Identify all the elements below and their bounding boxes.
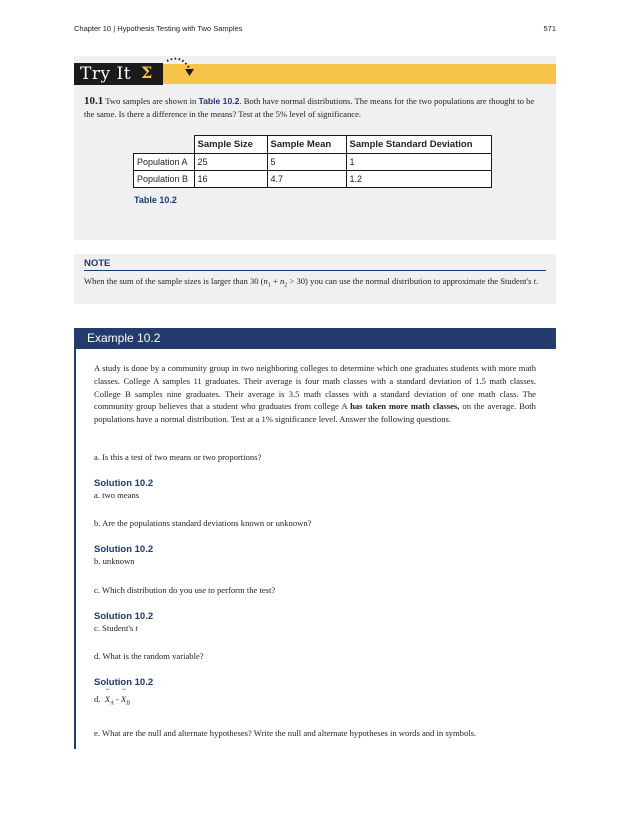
example-paragraph: A study is done by a community group in two neighboring colleges to determine which one graduates students with more math classes. College A samples 11 graduates. Their average is four math classes with a standard deviation of 1.5 math classes. College B samples nine graduates. Their average is 3.5 math classes with a standard deviation of one math class. The community group believes that a student who graduates from college A has taken more math classes, on the average. Both populations have a normal distribution. Test at a 1% significance level. Answer the following questions. [94, 363, 536, 425]
example-body [94, 362, 536, 426]
question-c: c. Which distribution do you use to perform the test? [94, 585, 276, 595]
table-cell: 4.7 [267, 171, 346, 188]
try-it-text: Try It [80, 64, 132, 84]
table-header: Sample Standard Deviation [346, 136, 491, 154]
try-it-label [74, 63, 163, 85]
solution-label: Solution 10.2 [94, 677, 154, 688]
table-row [134, 171, 492, 188]
question-e: e. What are the null and alternate hypotheses? Write the null and alternate hypotheses in words and in symbols. [94, 728, 477, 738]
question-a: a. Is this a test of two means or two proportions? [94, 452, 262, 462]
row-label: Population B [134, 171, 195, 188]
note-box [74, 254, 556, 304]
try-it-question [84, 95, 546, 121]
table-header: Sample Mean [267, 136, 346, 154]
question-d: d. What is the random variable? [94, 651, 204, 661]
answer-c: c. Student's t [94, 623, 138, 633]
note-title: NOTE [84, 258, 111, 269]
answer-d: d. ~ $X_A$ - ~ $X_B$ [94, 694, 130, 707]
answer-a: a. two means [94, 490, 140, 500]
answer-b: b. unknown [94, 556, 135, 566]
table-cell: 5 [267, 154, 346, 171]
table-cell: 1.2 [346, 171, 491, 188]
table-cell: 25 [194, 154, 267, 171]
example-title: Example 10.2 [87, 331, 161, 345]
dotted-arrow-icon [163, 56, 197, 84]
samples-table [133, 135, 492, 188]
page-header [74, 24, 556, 38]
example-side-rule [74, 349, 76, 749]
table-row [134, 154, 492, 171]
sigma-icon: Σ [141, 63, 153, 82]
example-header [74, 328, 556, 349]
solution-label: Solution 10.2 [94, 611, 154, 622]
note-text: When the sum of the sample sizes is larger than 30 $(n_1 + n_2 > 30)$ you can use the normal distribution to approximate the Student's t. [84, 276, 539, 289]
table-cell: 1 [346, 154, 491, 171]
table-caption: Table 10.2 [134, 195, 177, 205]
try-it-panel [74, 56, 556, 240]
page-number: 571 [543, 24, 556, 33]
table-reference-link[interactable]: Table 10.2 [198, 96, 240, 106]
row-label: Population A [134, 154, 195, 171]
table-header: Sample Size [194, 136, 267, 154]
table-cell: 16 [194, 171, 267, 188]
try-it-text-before: Two samples are shown in [105, 96, 197, 106]
try-it-text-after: . Both have normal distributions. The means for the two populations are thought to be the same. Is there a difference in the means? Test at the 5% level of significance. [84, 96, 535, 119]
solution-label: Solution 10.2 [94, 478, 154, 489]
table-header-row [134, 136, 492, 154]
question-b: b. Are the populations standard deviations known or unknown? [94, 518, 312, 528]
chapter-title: Chapter 10 | Hypothesis Testing with Two Samples [74, 24, 243, 33]
try-it-number: 10.1 [84, 95, 104, 107]
blank-cell [134, 136, 195, 154]
note-divider [84, 270, 546, 271]
solution-label: Solution 10.2 [94, 544, 154, 555]
